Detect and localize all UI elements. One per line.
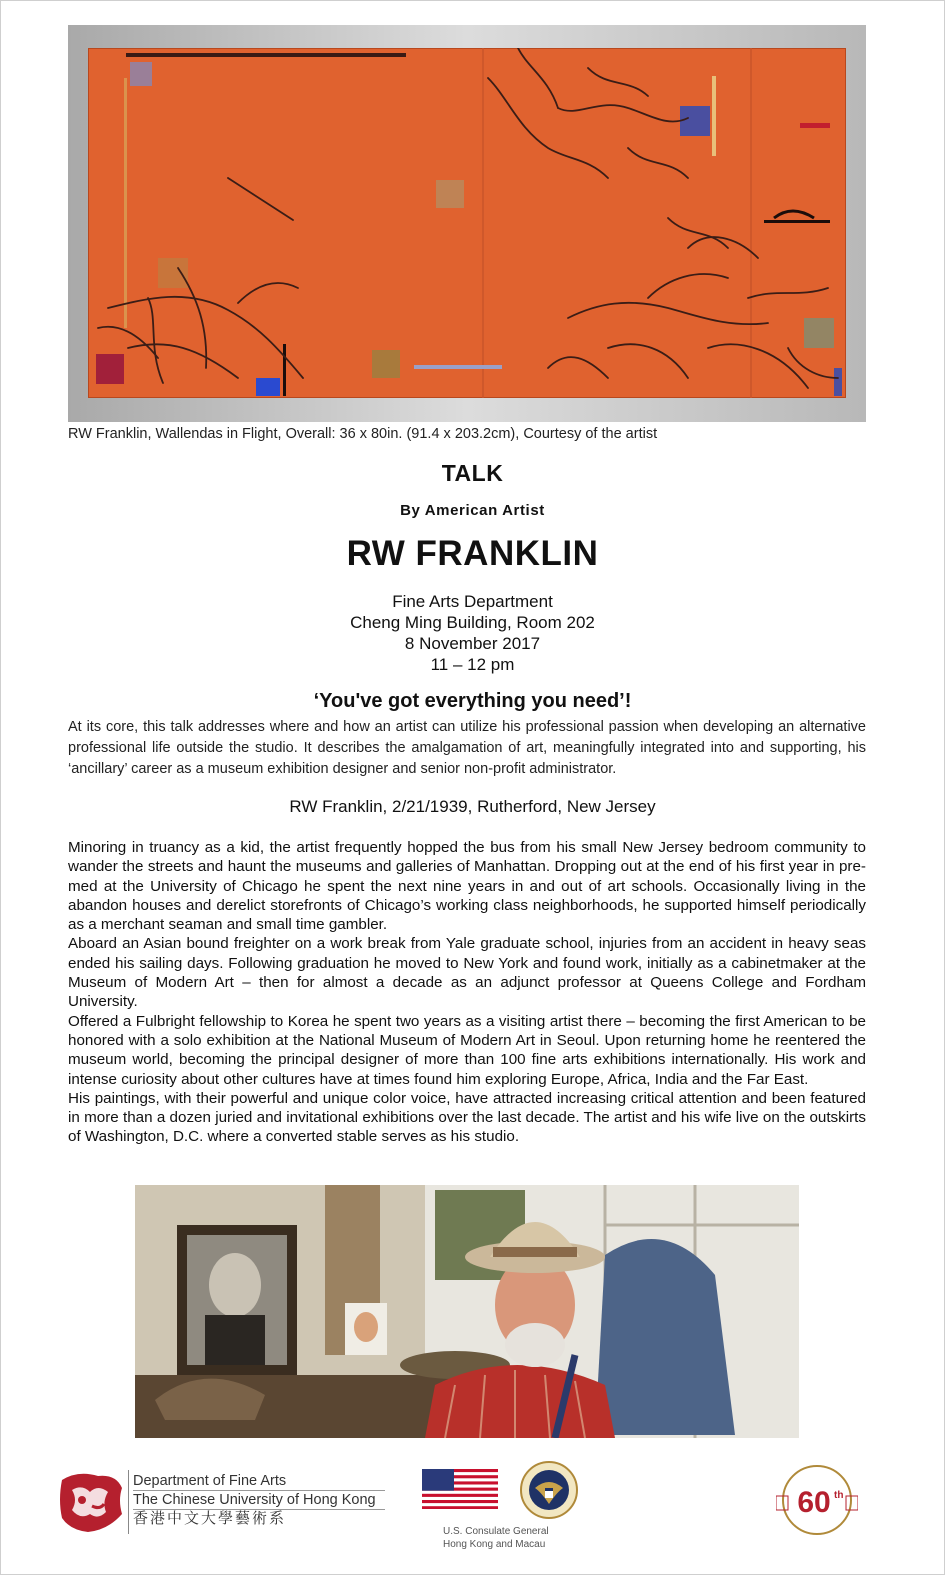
painting-image <box>68 25 866 422</box>
painting-caption: RW Franklin, Wallendas in Flight, Overall: 36 x 80in. (91.4 x 203.2cm), Courtesy of the artist <box>68 426 658 442</box>
talk-title: ‘You've got everything you need’! <box>313 690 632 712</box>
department-name-zh: 香港中文大學藝術系 <box>133 1510 287 1527</box>
bio-paragraph: Offered a Fulbright fellowship to Korea he spent two years as a visiting artist there – becoming the first American to be honored with a solo exhibition at the National Museum of Modern Art in Seoul. Upon returning home he reentered the museum world, becoming the principal designer of more than 100 fine arts exhibitions internationally. His work and intense curiosity about other cultures have at times found him exploring Europe, Africa, India and the Far East. <box>68 1012 866 1088</box>
bio-paragraph: Minoring in truancy as a kid, the artist frequently hopped the bus from his small New Jersey bedroom community to wander the streets and haunt the museums and galleries of Manhattan. Dropping out at the end of his first year in pre-med at the University of Chicago he spent the next nine years in and out of art schools. Occasionally living in the abandon houses and derelict storefronts of Chicago’s working class neighborhoods, he supported himself periodically as a merchant seaman and small time gambler. <box>68 839 866 934</box>
artist-birth-line: RW Franklin, 2/21/1939, Rutherford, New Jersey <box>289 797 656 816</box>
anniversary-suffix: th <box>834 1490 844 1501</box>
venue-department: Fine Arts Department <box>392 592 553 611</box>
university-name-en: The Chinese University of Hong Kong <box>133 1491 385 1510</box>
speaker-byline: By American Artist <box>400 502 545 519</box>
anniversary-number: 60 <box>797 1486 831 1519</box>
venue-room: Cheng Ming Building, Room 202 <box>350 613 595 632</box>
artist-biography <box>68 838 866 1147</box>
bio-paragraph: Aboard an Asian bound freighter on a work break from Yale graduate school, injuries from an accident in heavy seas ended his sailing days. Following graduation he moved to New York and found work, initially as a cabinetmaker at the Museum of Modern Art – then for almost a decade as an adjunct professor at Queens College and Fordham University. <box>68 935 866 1011</box>
logo-divider <box>128 1470 129 1534</box>
artist-photo <box>135 1185 799 1438</box>
state-department-seal-icon <box>519 1460 579 1520</box>
consulate-name <box>443 1525 549 1551</box>
event-type: TALK <box>441 460 504 486</box>
department-name-en: Department of Fine Arts <box>133 1472 385 1491</box>
venue-date: 8 November 2017 <box>404 634 541 653</box>
bio-paragraph: His paintings, with their powerful and unique color voice, have attracted increasing critical attention and been featured in more than a dozen juried and invitational exhibitions over the last decade. The artist and his wife live on the outskirts of Washington, D.C. where a converted stable serves as his studio. <box>68 1089 866 1146</box>
event-venue <box>0 591 945 675</box>
cuhk-fine-arts-logo <box>58 1470 124 1534</box>
speaker-name: RW FRANKLIN <box>346 534 599 573</box>
sixtieth-anniversary-logo <box>776 1462 858 1538</box>
talk-abstract: At its core, this talk addresses where and how an artist can utilize his professional passion when developing an alternative professional life outside the studio. It describes the amalgamation of art, meaningfully integrated into and supporting, his ‘ancillary’ career as a museum exhibition designer and senior non-profit administrator. <box>68 719 866 777</box>
venue-time: 11 – 12 pm <box>430 655 515 674</box>
consulate-line-2: Hong Kong and Macau <box>443 1539 546 1550</box>
us-flag-icon <box>422 1469 498 1509</box>
department-name <box>133 1472 385 1528</box>
consulate-line-1: U.S. Consulate General <box>443 1526 549 1537</box>
